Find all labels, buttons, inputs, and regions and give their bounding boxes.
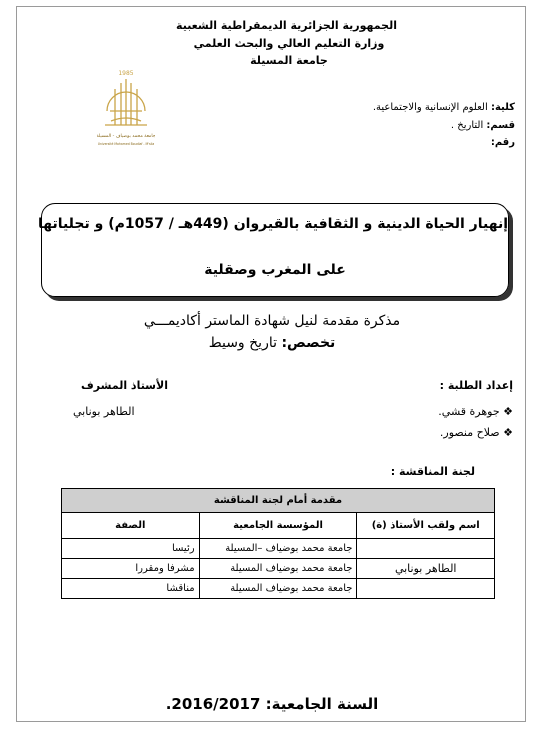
department-value: التاريخ . [450, 120, 487, 131]
student-item: ❖ صلاح منصور. [439, 426, 513, 439]
column-header-role: الصفة [62, 513, 200, 539]
document-page [16, 6, 526, 722]
institution-cell: جامعة محمد بوضياف المسيلة [199, 579, 357, 599]
logo-emblem-icon [97, 63, 155, 155]
institution-cell: جامعة محمد بوضياف –المسيلة [199, 539, 357, 559]
role-cell: رئيسا [62, 539, 200, 559]
column-header-professor: اسم ولقب الأستاذ (ة) [357, 513, 495, 539]
students-label: إعداد الطلبة : [439, 379, 513, 392]
professor-cell: الطاهر بونابي [357, 559, 495, 579]
table-row [62, 559, 495, 579]
student-item: ❖ جوهرة قشي. [438, 405, 513, 418]
faculty-value: العلوم الإنسانية والاجتماعية. [372, 102, 491, 113]
reference-line [491, 137, 515, 148]
thesis-title-line2: على المغرب وصقلية [204, 262, 346, 278]
university-header: جامعة المسيلة [250, 54, 328, 67]
specialty-label: تخصص: [281, 335, 336, 351]
svg-text:Université Mohamed Boudiaf - M: Université Mohamed Boudiaf - M'sila [97, 142, 155, 146]
role-cell: مناقشا [62, 579, 200, 599]
department-line [451, 120, 515, 131]
department-label: قسم: [486, 120, 515, 131]
university-logo [97, 63, 155, 155]
column-header-institution: المؤسسة الجامعية [199, 513, 357, 539]
institution-cell: جامعة محمد بوضياف المسيلة [199, 559, 357, 579]
thesis-title-line1: إنهيار الحياة الدينية و الثقافية بالقيروان (449هـ / 1057م) و تجلياتها [37, 216, 508, 232]
professor-cell [357, 579, 495, 599]
table-row [62, 579, 495, 599]
committee-table-caption: مقدمة أمام لجنة المناقشة [62, 489, 495, 513]
faculty-line [373, 102, 515, 113]
reference-label: رقم: [490, 137, 515, 148]
svg-text:1985: 1985 [118, 70, 134, 77]
republic-header: الجمهورية الجزائرية الديمقراطية الشعبية [176, 19, 397, 32]
academic-year: السنة الجامعية: 2016/2017. [165, 695, 379, 713]
supervisor-label: الأستاذ المشرف [81, 379, 168, 392]
thesis-title-box [37, 203, 509, 297]
memo-line: مذكرة مقدمة لنيل شهادة الماستر أكاديمـــي [143, 313, 401, 329]
faculty-label: كلية: [490, 102, 515, 113]
svg-text:جامعة محمد بوضياف - المسيلة: جامعة محمد بوضياف - المسيلة [97, 134, 155, 139]
committee-table [61, 488, 495, 599]
ministry-header: وزارة التعليم العالي والبحث العلمي [193, 37, 385, 50]
committee-label: لجنة المناقشة : [390, 465, 475, 478]
professor-cell [357, 539, 495, 559]
diamond-bullet-icon: ❖ [499, 405, 513, 418]
table-row [62, 539, 495, 559]
diamond-bullet-icon: ❖ [499, 426, 513, 439]
role-cell: مشرفا ومقررا [62, 559, 200, 579]
supervisor-name: الطاهر بونابي [73, 405, 135, 418]
specialty-line [17, 335, 527, 351]
specialty-value: تاريخ وسيط [208, 335, 282, 351]
